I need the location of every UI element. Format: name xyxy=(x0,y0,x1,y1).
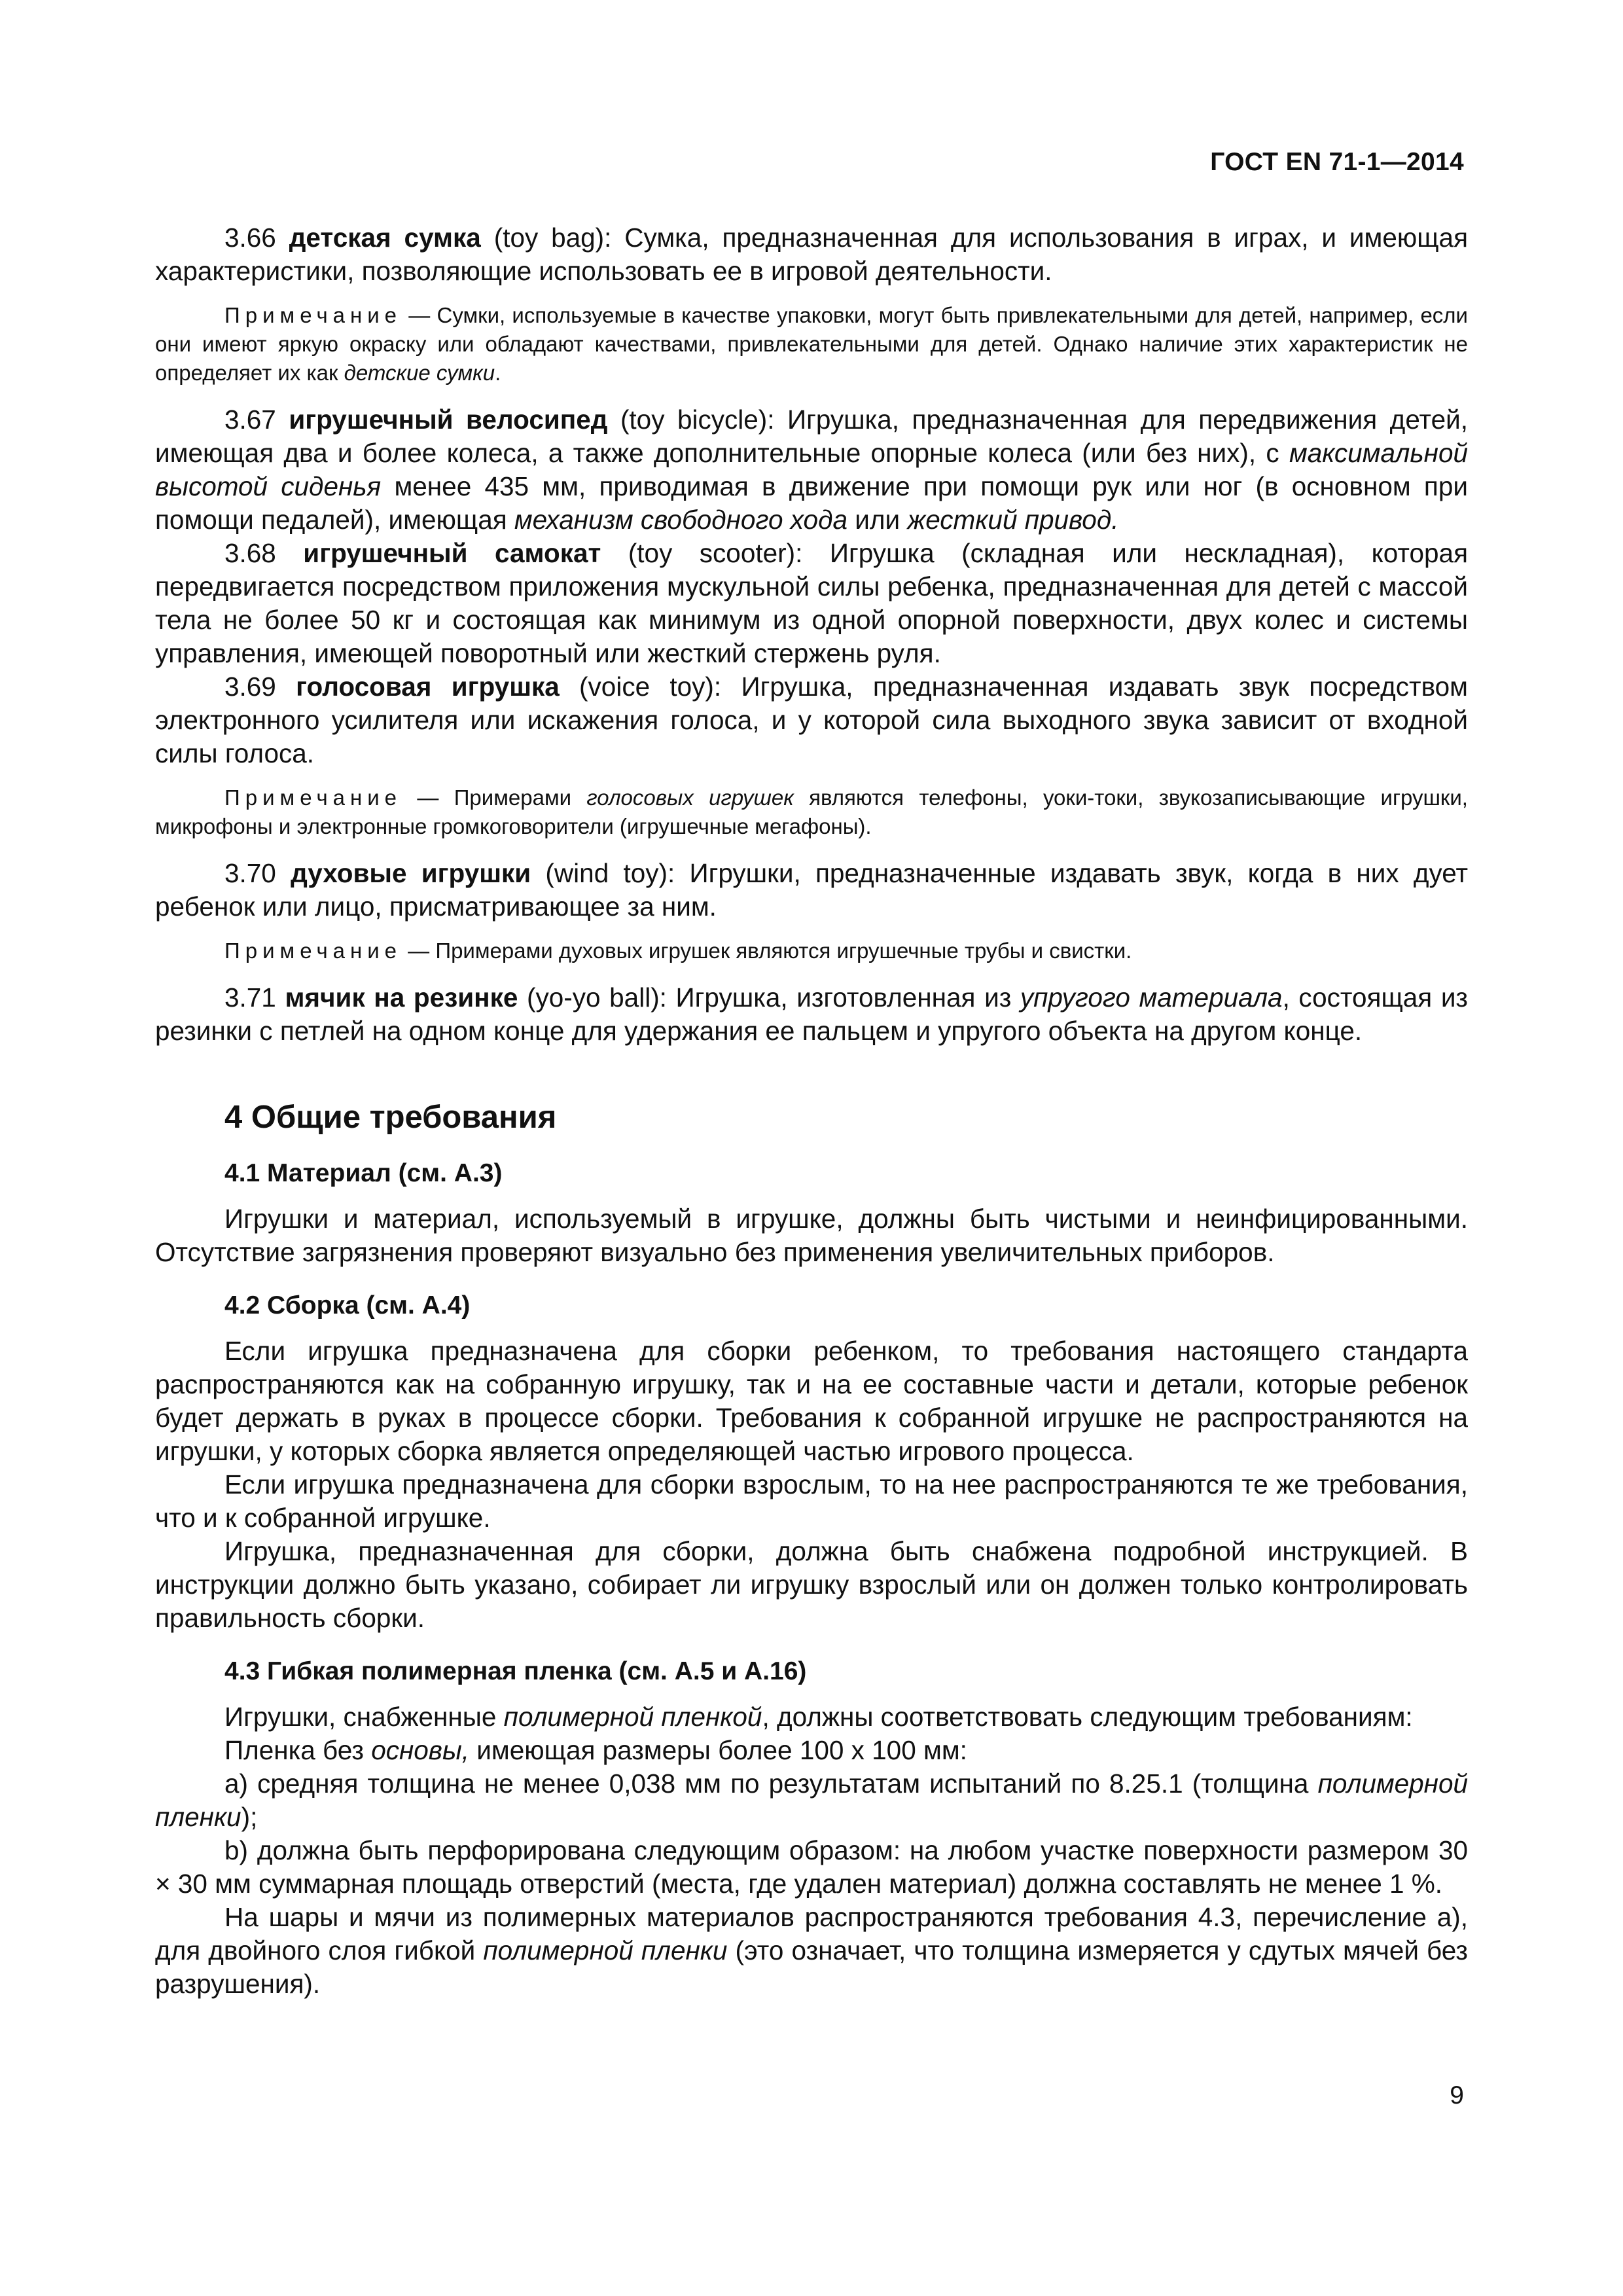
clause-number: 3.67 xyxy=(224,404,289,435)
definition-text: менее 435 мм, приводимая в движение при помощи рук или ног (в основном при помощи педалей), имеющая xyxy=(155,471,1468,535)
section-4-3-heading: 4.3 Гибкая полимерная пленка (см. А.5 и А.16) xyxy=(224,1657,807,1685)
definition-text: Игрушка, предназначенная для передвижения детей, имеющая два и более колеса, а также дополнительные опорные колеса (или без них), с xyxy=(155,404,1468,468)
definition-3-66 xyxy=(155,221,1468,288)
term-english: (toy scooter): xyxy=(601,538,830,568)
italic-term: полимерной пленки xyxy=(155,1768,1468,1832)
italic-term: основы, xyxy=(371,1735,469,1765)
term: голосовая игрушка xyxy=(296,672,560,702)
section-4-2-heading: 4.2 Сборка (см. А.4) xyxy=(224,1291,471,1319)
clause-number: 3.70 xyxy=(224,858,291,888)
note-italic: детские сумки xyxy=(344,361,495,385)
definition-text: , состоящая из резинки с петлей на одном конце для удержания ее пальцем и упругого объекта на другом конце. xyxy=(155,982,1469,1046)
text: Игрушки, снабженные xyxy=(224,1702,504,1732)
text: а) средняя толщина не менее 0,038 мм по результатам испытаний по 8.25.1 (толщина xyxy=(224,1768,1318,1799)
term: игрушечный велосипед xyxy=(289,404,608,435)
term-english: (toy bag): xyxy=(480,223,625,253)
definition-3-70 xyxy=(155,857,1468,924)
section-4-3-paragraph xyxy=(155,1901,1468,2001)
term: детская сумка xyxy=(289,223,481,253)
term-english: (yo-yo ball): xyxy=(518,982,676,1013)
note-text: — Сумки, используемые в качестве упаковки, могут быть привлекательными для детей, например, если они имеют яркую окраску или обладают качествами, привлекательными для детей. Однако наличие этих характеристик не определяет их как xyxy=(155,303,1468,385)
clause-number: 3.68 xyxy=(224,538,304,568)
definition-3-71 xyxy=(155,981,1468,1048)
note-label: Примечание xyxy=(224,303,402,327)
definition-text: Сумка, предназначенная для использования в играх, и имеющая характеристики, позволяющие использовать ее в игровой деятельности. xyxy=(155,223,1468,286)
section-4-1-text: Игрушки и материал, используемый в игрушке, должны быть чистыми и неинфицированными. Отсутствие загрязнения проверяют визуально без применения увеличительных приборов. xyxy=(155,1204,1468,1267)
note-3-66 xyxy=(155,301,1468,387)
section-4-2-paragraph: Если игрушка предназначена для сборки ребенком, то требования настоящего стандарта распространяются как на собранную игрушку, так и на ее составные части и детали, которые ребенок будет держать в руках в процессе сборки. Требования к собранной игрушке не распространяются на игрушки, у которых сборка является определяющей частью игрового процесса. xyxy=(155,1336,1468,1466)
text: На шары и мячи из полимерных материалов распространяются требования 4.3, перечисление а), для двойного слоя гибкой xyxy=(155,1902,1468,1965)
note-label: Примечание xyxy=(224,939,402,963)
italic-term: полимерной пленкой xyxy=(503,1702,762,1732)
text: имеющая размеры более 100 х 100 мм: xyxy=(469,1735,967,1765)
clause-number: 3.66 xyxy=(224,223,289,253)
term-english: (toy bicycle): xyxy=(607,404,787,435)
note-text: — Примерами xyxy=(402,785,587,810)
definition-text: Игрушка, изготовленная из xyxy=(675,982,1020,1013)
term: духовые игрушки xyxy=(291,858,531,888)
section-4-3-item-a xyxy=(155,1767,1468,1834)
note-text-end: являются телефоны, уоки-токи, звукозаписывающие игрушки, микрофоны и электронные громкоговорители (игрушечные мегафоны). xyxy=(155,785,1468,838)
term-english: (voice toy): xyxy=(559,672,741,702)
page-number: 9 xyxy=(1450,2081,1464,2109)
italic-term: механизм свободного хода xyxy=(514,505,847,535)
clause-number: 3.71 xyxy=(224,982,285,1013)
italic-term: максимальной высотой сиденья xyxy=(155,438,1468,501)
section-4-2-paragraph: Игрушка, предназначенная для сборки, должна быть снабжена подробной инструкцией. В инструкции должно быть указано, собирает ли игрушку взрослый или он должен только контролировать правильность сборки. xyxy=(155,1536,1468,1633)
definition-3-69 xyxy=(155,670,1468,770)
text: (это означает, что толщина измеряется у сдутых мячей без разрушения). xyxy=(155,1935,1469,1999)
definition-text: Игрушка (складная или нескладная), которая передвигается посредством приложения мускульной силы ребенка, предназначенная для детей с массой тела не более 50 кг и состоящая как минимум из одной опорной поверхности, двух колес и системы управления, имеющей поворотный или жесткий стержень руля. xyxy=(155,538,1468,668)
note-3-69 xyxy=(155,783,1468,841)
italic-term: жесткий привод. xyxy=(907,505,1119,535)
note-italic: голосовых игрушек xyxy=(586,785,794,810)
text: ); xyxy=(241,1802,258,1832)
italic-term: упругого материала xyxy=(1020,982,1283,1013)
text: Пленка без xyxy=(224,1735,372,1765)
note-label: Примечание xyxy=(224,785,402,810)
definition-3-67 xyxy=(155,403,1468,537)
definition-text: Игрушка, предназначенная издавать звук посредством электронного усилителя или искажения голоса, и у которой сила выходного звука зависит от входной силы голоса. xyxy=(155,672,1469,768)
document-header: ГОСТ EN 71-1—2014 xyxy=(1210,148,1464,176)
clause-number: 3.69 xyxy=(224,672,296,702)
section-4-1-heading: 4.1 Материал (см. А.3) xyxy=(224,1159,503,1187)
section-4-3-paragraph xyxy=(155,1700,1468,1734)
section-4-3-paragraph xyxy=(155,1734,1468,1767)
note-text: — Примерами духовых игрушек являются игрушечные трубы и свистки. xyxy=(402,939,1132,963)
note-text-end: . xyxy=(495,361,501,385)
definition-3-68 xyxy=(155,537,1468,670)
section-4-2-paragraph: Если игрушка предназначена для сборки взрослым, то на нее распространяются те же требования, что и к собранной игрушке. xyxy=(155,1469,1468,1533)
page-content xyxy=(155,221,1468,2001)
section-4-3-item-b: b) должна быть перфорирована следующим образом: на любом участке поверхности размером 30 × 30 мм суммарная площадь отверстий (места, где удален материал) должна составлять не менее 1 %. xyxy=(155,1835,1468,1899)
italic-term: полимерной пленки xyxy=(483,1935,728,1965)
definition-text: или xyxy=(847,505,908,535)
text: , должны соответствовать следующим требованиям: xyxy=(762,1702,1413,1732)
term: игрушечный самокат xyxy=(303,538,601,568)
definition-text: Игрушки, предназначенные издавать звук, когда в них дует ребенок или лицо, присматривающее за ним. xyxy=(155,858,1469,922)
section-4-heading: 4 Общие требования xyxy=(224,1100,557,1135)
note-3-70 xyxy=(155,937,1468,965)
term-english: (wind toy): xyxy=(531,858,690,888)
term: мячик на резинке xyxy=(285,982,518,1013)
